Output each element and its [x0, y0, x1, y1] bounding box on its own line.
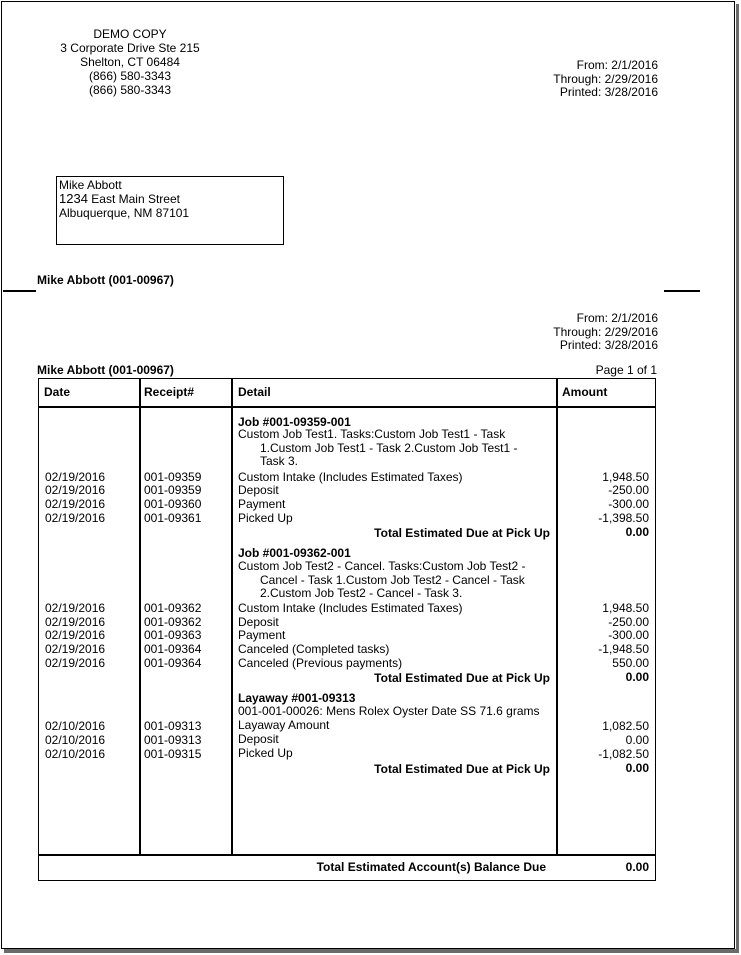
job-title: Job #001-09362-001 — [238, 546, 351, 560]
row-amount: 1,082.50 — [602, 719, 649, 733]
row-receipt: 001-09361 — [144, 511, 202, 525]
row-receipt: 001-09359 — [144, 483, 202, 497]
row-receipt: 001-09360 — [144, 497, 202, 511]
footer-divider — [38, 854, 656, 856]
statement-dates-detail — [458, 312, 658, 353]
row-date: 02/10/2016 — [45, 719, 106, 733]
row-receipt: 001-09363 — [144, 628, 202, 642]
customer-street-number: 1234 — [59, 191, 88, 206]
row-date: 02/19/2016 — [45, 511, 106, 525]
col-header-receipt: Receipt# — [144, 385, 195, 399]
row-amount: 0.00 — [625, 733, 649, 747]
row-receipt: 001-09362 — [144, 601, 202, 615]
row-detail: Payment — [238, 497, 286, 511]
statement-dates-top — [458, 59, 658, 100]
job-total-amount: 0.00 — [625, 761, 649, 775]
job-desc-line: Custom Job Test2 - Cancel. Tasks:Custom Job Test2 - — [238, 559, 526, 573]
job-description — [238, 705, 548, 719]
row-date: 02/19/2016 — [45, 601, 106, 615]
job-title: Job #001-09359-001 — [238, 415, 351, 429]
row-detail: Custom Intake (Includes Estimated Taxes) — [238, 601, 463, 615]
row-detail: Canceled (Previous payments) — [238, 656, 403, 670]
row-receipt: 001-09313 — [144, 719, 202, 733]
company-phone1: (866) 580-3343 — [88, 69, 172, 83]
company-header — [30, 27, 230, 97]
col-header-detail: Detail — [238, 385, 271, 399]
row-receipt: 001-09315 — [144, 747, 202, 761]
row-detail: Custom Intake (Includes Estimated Taxes) — [238, 470, 463, 484]
row-detail: Canceled (Completed tasks) — [238, 642, 390, 656]
separator-right — [664, 290, 700, 292]
job-total-label: Total Estimated Due at Pick Up — [374, 671, 550, 685]
customer-street-line — [59, 192, 283, 206]
row-receipt: 001-09364 — [144, 656, 202, 670]
row-date: 02/19/2016 — [45, 483, 106, 497]
row-amount: -250.00 — [608, 483, 649, 497]
customer-heading-top: Mike Abbott (001-00967) — [37, 273, 174, 287]
row-receipt: 001-09313 — [144, 733, 202, 747]
row-date: 02/10/2016 — [45, 747, 106, 761]
job-desc-line: Custom Job Test1. Tasks:Custom Job Test1 - Task — [238, 427, 506, 441]
company-address-line1: 3 Corporate Drive Ste 215 — [60, 41, 200, 55]
row-receipt: 001-09364 — [144, 642, 202, 656]
through-date: Through: 2/29/2016 — [553, 71, 658, 86]
page-number: Page 1 of 1 — [595, 363, 657, 377]
company-address-line2: Shelton, CT 06484 — [80, 55, 180, 69]
row-detail: Layaway Amount — [238, 718, 330, 732]
row-detail: Deposit — [238, 483, 279, 497]
row-date: 02/19/2016 — [45, 497, 106, 511]
from-date: From: 2/1/2016 — [576, 311, 658, 325]
row-date: 02/19/2016 — [45, 470, 106, 484]
customer-name: Mike Abbott — [59, 178, 122, 192]
row-detail: Deposit — [238, 732, 279, 746]
row-detail: Deposit — [238, 615, 279, 629]
company-phone2: (866) 580-3343 — [88, 83, 172, 97]
job-desc-line: Task 3. — [260, 454, 299, 468]
grand-total-amount: 0.00 — [625, 860, 649, 874]
row-date: 02/19/2016 — [45, 656, 106, 670]
row-amount: 1,948.50 — [602, 470, 649, 484]
row-amount: -1,948.50 — [598, 642, 649, 656]
printed-date: Printed: 3/28/2016 — [559, 85, 658, 100]
row-date: 02/19/2016 — [45, 642, 106, 656]
row-date: 02/19/2016 — [45, 615, 106, 629]
row-amount: 1,948.50 — [602, 601, 649, 615]
from-date: From: 2/1/2016 — [576, 58, 658, 72]
page-shadow-bottom — [4, 949, 739, 953]
job-total-amount: 0.00 — [625, 525, 649, 539]
job-total-label: Total Estimated Due at Pick Up — [374, 762, 550, 776]
row-detail: Payment — [238, 628, 286, 642]
row-detail: Picked Up — [238, 511, 293, 525]
row-amount: -1,082.50 — [598, 747, 649, 761]
customer-city: Albuquerque, NM 87101 — [59, 206, 190, 220]
row-amount: -1,398.50 — [598, 511, 649, 525]
job-total-label: Total Estimated Due at Pick Up — [374, 526, 550, 540]
job-description — [238, 428, 548, 469]
customer-address-box — [56, 176, 284, 245]
job-title: Layaway #001-09313 — [238, 691, 356, 705]
row-detail: Picked Up — [238, 746, 293, 760]
job-desc-line: 1.Custom Job Test1 - Task 2.Custom Job Test1 - — [260, 440, 518, 455]
job-desc-line: 2.Custom Job Test2 - Cancel - Task 3. — [260, 586, 463, 600]
through-date: Through: 2/29/2016 — [553, 324, 658, 339]
col-header-amount: Amount — [562, 385, 608, 399]
row-receipt: 001-09359 — [144, 470, 202, 484]
printed-date: Printed: 3/28/2016 — [559, 338, 658, 353]
row-amount: 550.00 — [612, 656, 649, 670]
company-name: DEMO COPY — [93, 27, 167, 41]
row-date: 02/19/2016 — [45, 628, 106, 642]
row-amount: -250.00 — [608, 615, 649, 629]
col-divider-2 — [231, 378, 233, 856]
page-shadow-right — [736, 4, 739, 952]
separator-left — [3, 290, 36, 292]
job-desc-line: 001-001-00026: Mens Rolex Oyster Date SS 71.6 grams — [238, 704, 540, 718]
row-amount: -300.00 — [608, 497, 649, 511]
row-receipt: 001-09362 — [144, 615, 202, 629]
job-description — [238, 560, 548, 601]
job-desc-line: Cancel - Task 1.Custom Job Test2 - Cancel - Task — [260, 572, 525, 587]
col-header-date: Date — [44, 385, 71, 399]
customer-heading-detail: Mike Abbott (001-00967) — [37, 363, 174, 377]
job-total-amount: 0.00 — [625, 670, 649, 684]
grand-total-label: Total Estimated Account(s) Balance Due — [316, 860, 546, 874]
col-divider-1 — [139, 378, 141, 856]
col-divider-3 — [556, 378, 558, 856]
row-amount: -300.00 — [608, 628, 649, 642]
header-divider — [38, 406, 656, 408]
row-date: 02/10/2016 — [45, 733, 106, 747]
customer-street: East Main Street — [91, 192, 180, 206]
